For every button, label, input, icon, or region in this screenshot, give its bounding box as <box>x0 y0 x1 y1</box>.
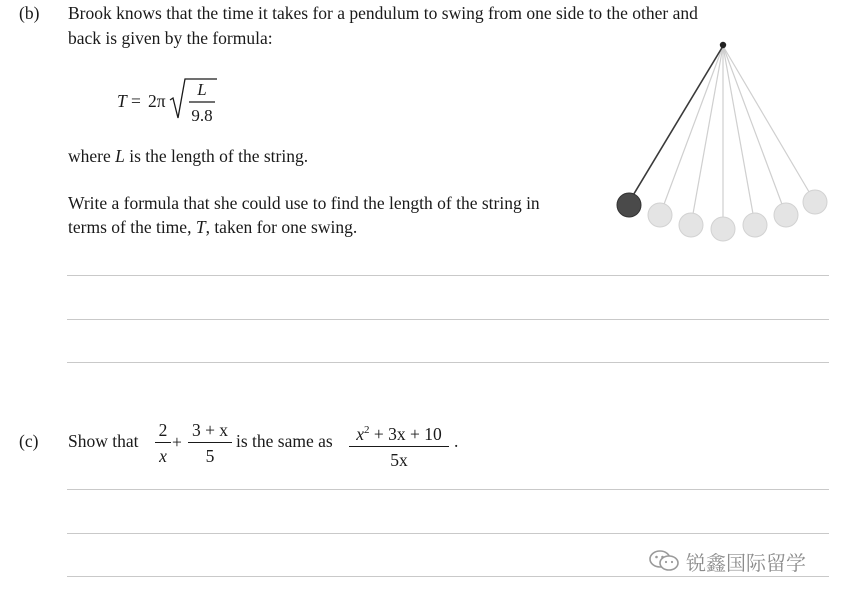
watermark-text: 锐鑫国际留学 <box>686 550 806 575</box>
answer-line <box>67 489 829 490</box>
fraction-3-plus-x-over-5 <box>188 420 232 466</box>
answer-line <box>67 362 829 363</box>
answer-line <box>67 576 829 577</box>
part-c-label: (c) <box>19 431 39 451</box>
question-line2 <box>68 216 357 239</box>
question-line2-variable: T <box>195 217 206 237</box>
question-line2-pre: terms of the time, <box>68 217 196 237</box>
answer-line <box>67 533 829 534</box>
pendulum-period-formula <box>117 76 237 132</box>
where-pre: where <box>68 146 116 166</box>
where-variable: L <box>115 146 125 166</box>
answer-line <box>67 275 829 276</box>
formula-equals: = <box>131 91 141 111</box>
fraction-3-numerator <box>356 420 442 444</box>
formula-coefficient: 2π <box>148 91 166 111</box>
formula-denominator: 9.8 <box>191 106 213 125</box>
square-root-sign <box>117 76 237 132</box>
watermark <box>648 546 806 576</box>
numerator-x: x <box>356 423 365 444</box>
fraction-2-denominator: 5 <box>205 446 215 466</box>
answer-line <box>67 319 829 320</box>
where-post: is the length of the string. <box>124 146 309 166</box>
formula-lhs: T <box>117 91 127 111</box>
where-statement <box>68 145 308 168</box>
fraction-1-numerator: 2 <box>158 420 168 440</box>
numerator-rest: + 3x + 10 <box>369 423 442 444</box>
question-line2-post: , taken for one swing. <box>205 217 358 237</box>
part-b-intro-line1: Brook knows that the time it takes for a pendulum to swing from one side to the other and <box>68 3 698 23</box>
part-b-intro-line2: back is given by the formula: <box>68 28 273 48</box>
same-as-text: is the same as <box>236 431 333 451</box>
fraction-3-denominator: 5x <box>390 449 408 470</box>
formula-numerator: L <box>197 80 207 99</box>
show-that-text: Show that <box>68 431 139 451</box>
fraction-2-over-x <box>155 420 171 466</box>
fraction-1-denominator: x <box>159 446 167 466</box>
plus-sign: + <box>172 432 182 452</box>
numerator-exponent: 2 <box>364 424 370 436</box>
period: . <box>454 431 459 451</box>
fraction-target <box>349 420 449 470</box>
pendulum-icon <box>610 38 830 248</box>
fraction-2-numerator: 3 + x <box>191 420 229 440</box>
wechat-icon <box>648 548 680 574</box>
part-b-label: (b) <box>19 3 40 23</box>
question-line1: Write a formula that she could use to find the length of the string in <box>68 193 540 213</box>
